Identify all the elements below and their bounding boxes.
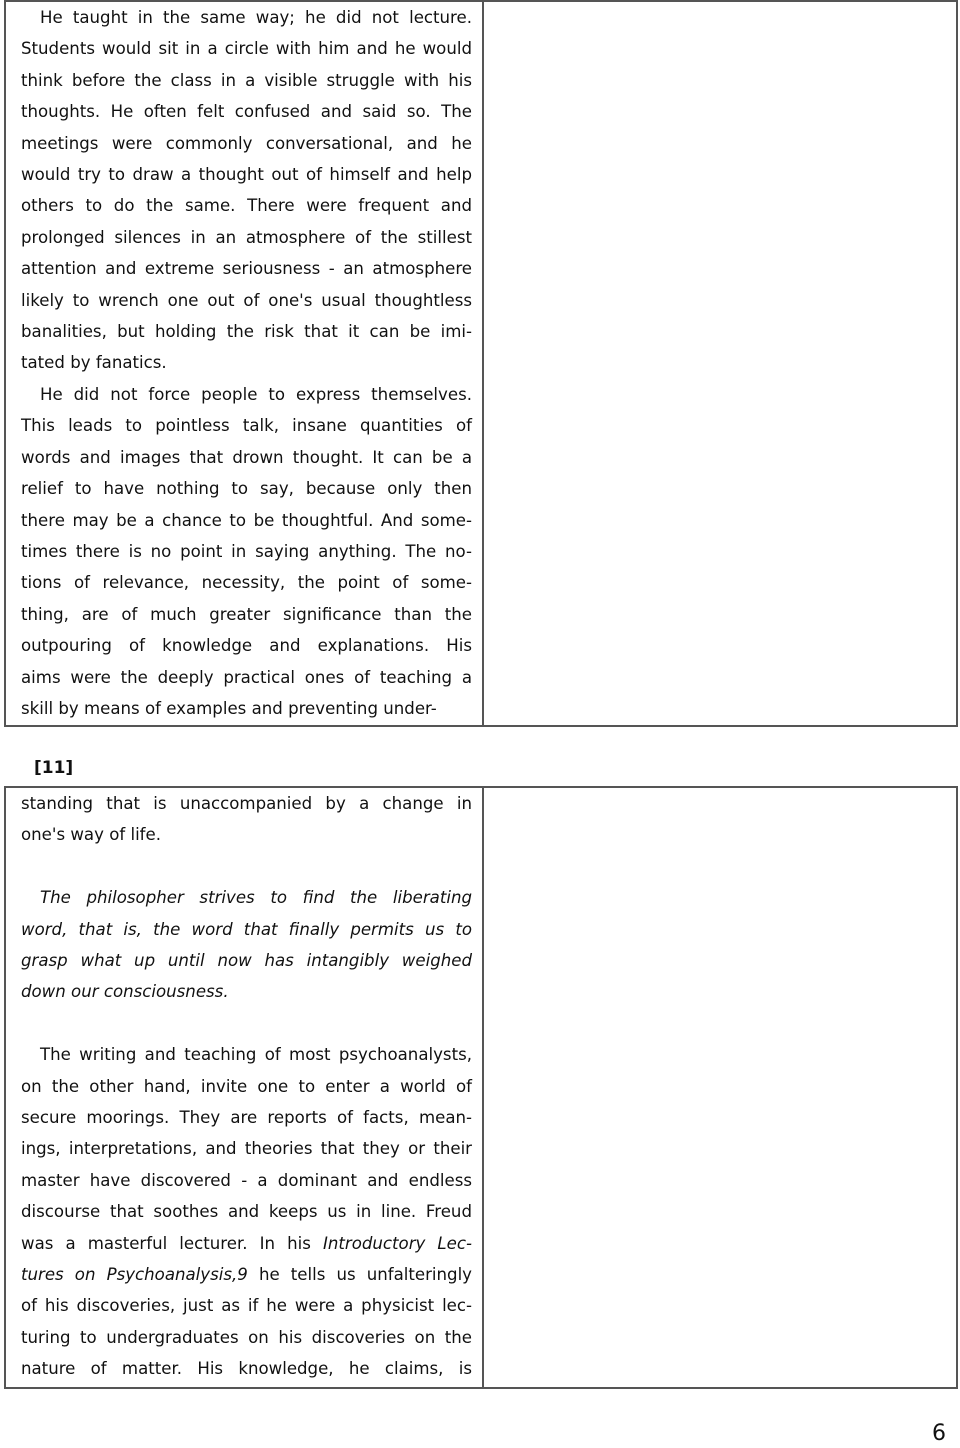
blank-column <box>484 2 956 725</box>
text-line: thoughts. He often felt confused and said so. The <box>21 102 472 122</box>
text-line: meetings were commonly conversational, and he <box>21 133 472 153</box>
text-line: word, that is, the word that finally permits us to <box>21 919 472 939</box>
text-line: ings, interpretations, and theories that they or their <box>21 1139 472 1159</box>
text-line: tions of relevance, necessity, the point of some- <box>21 573 472 593</box>
text-line <box>21 1228 472 1259</box>
text-line: likely to wrench one out of one's usual thoughtless <box>21 290 472 310</box>
text-line: of his discoveries, just as if he were a physicist lec- <box>21 1296 472 1316</box>
text-column <box>6 2 484 725</box>
text-column <box>6 788 484 1387</box>
text-line: one's way of life. <box>21 825 162 845</box>
text-line: discourse that soothes and keeps us in line. Freud <box>21 1202 472 1222</box>
book-title-fragment: tures on Psychoanalysis,9 <box>21 1265 248 1285</box>
text-frame-bottom <box>4 786 958 1389</box>
text-line: down our consciousness. <box>21 982 229 1002</box>
text-line: times there is no point in saying anything. The no- <box>21 541 472 561</box>
quote-philosopher <box>21 882 472 1008</box>
paragraph-teaching <box>21 2 472 379</box>
text-line: Students would sit in a circle with him and he would <box>21 39 472 59</box>
text-frame-top <box>4 0 958 727</box>
text-line: This leads to pointless talk, insane quantities of <box>21 416 472 436</box>
text-line: aims were the deeply practical ones of teaching a <box>21 667 472 687</box>
text-line: relief to have nothing to say, because only then <box>21 479 472 499</box>
text-line: outpouring of knowledge and explanations. His <box>21 636 472 656</box>
paragraph-psychoanalysts <box>21 1039 472 1384</box>
text-line: nature of matter. His knowledge, he claims, is <box>21 1359 472 1379</box>
text-line: The philosopher strives to find the liberating <box>40 888 472 908</box>
text-line: secure moorings. They are reports of facts, mean- <box>21 1108 472 1128</box>
text-line: grasp what up until now has intangibly weighed <box>21 951 472 971</box>
text-line: attention and extreme seriousness - an atmosphere <box>21 259 472 279</box>
page-marker: [11] <box>34 758 74 778</box>
text-line: standing that is unaccompanied by a change in <box>21 794 472 813</box>
spacer <box>21 1008 472 1039</box>
text-fragment: he tells us unfalteringly <box>247 1265 473 1285</box>
text-line: on the other hand, invite one to enter a world of <box>21 1076 472 1096</box>
paragraph-continuation <box>21 788 472 851</box>
text-line: The writing and teaching of most psychoanalysts, <box>40 1045 472 1065</box>
text-line: would try to draw a thought out of himself and help <box>21 165 472 185</box>
text-line: prolonged silences in an atmosphere of the stillest <box>21 227 472 247</box>
text-line: He taught in the same way; he did not lecture. <box>40 8 472 27</box>
paragraph-expression <box>21 379 472 724</box>
text-line: think before the class in a visible struggle with his <box>21 70 472 90</box>
blank-column <box>484 788 956 1387</box>
text-line: words and images that drown thought. It can be a <box>21 447 472 467</box>
text-line: He did not force people to express themselves. <box>40 384 472 404</box>
text-line: skill by means of examples and preventing under- <box>21 698 437 718</box>
text-line: thing, are of much greater significance than the <box>21 604 472 624</box>
text-line: others to do the same. There were frequent and <box>21 196 472 216</box>
book-title-fragment: Introductory Lec- <box>322 1233 472 1253</box>
text-line: tated by fanatics. <box>21 353 167 373</box>
text-line: turing to undergraduates on his discoveries on the <box>21 1327 472 1347</box>
text-fragment: was a masterful lecturer. In his <box>21 1233 323 1253</box>
text-line: master have discovered - a dominant and endless <box>21 1170 472 1190</box>
text-line: there may be a chance to be thoughtful. And some- <box>21 510 472 530</box>
spacer <box>21 851 472 882</box>
text-line: banalities, but holding the risk that it can be imi- <box>21 322 472 342</box>
page-number: 6 <box>932 1421 946 1446</box>
text-line <box>21 1259 472 1290</box>
